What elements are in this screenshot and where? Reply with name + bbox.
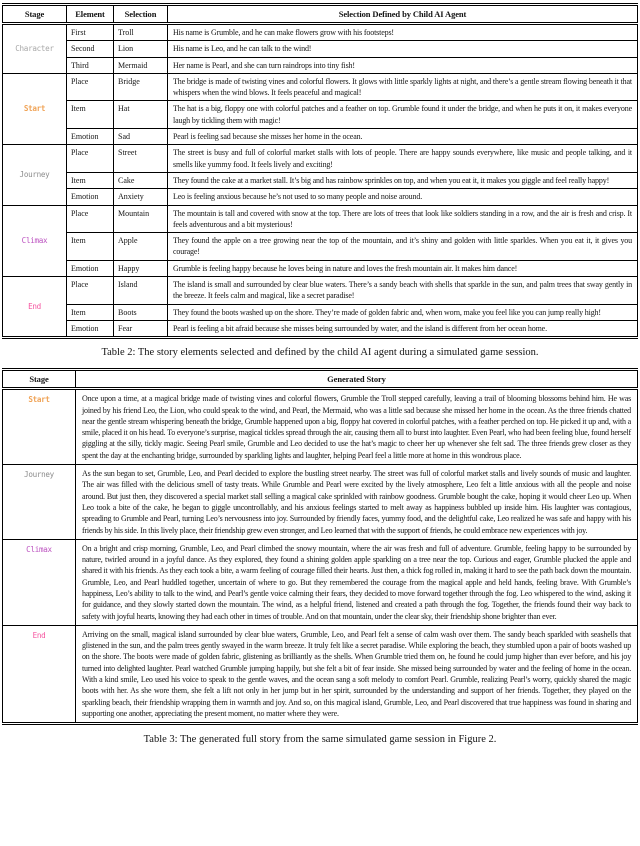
element-cell: Place (67, 145, 114, 173)
story-elements-table (2, 3, 638, 339)
selection-cell: Sad (114, 129, 168, 145)
description-cell: The hat is a big, floppy one with colorful patches and a feather on top. Grumble found it under the bridge, and when he puts it on, it makes everyone laugh by tickling them with magic! (168, 101, 638, 129)
table2-caption: Table 2: The story elements selected and defined by the child AI agent during a simulated game session. (101, 347, 539, 359)
stage-cell-start: Start (3, 73, 67, 144)
description-cell: The mountain is tall and covered with snow at the top. There are lots of trees that look like soldiers standing in a row, and the air is fresh and crisp. It feels adventurous and a bit mysterious! (168, 205, 638, 233)
stage-cell-end: End (3, 625, 76, 723)
selection-cell: Cake (114, 172, 168, 188)
selection-cell: Island (114, 277, 168, 305)
story-cell: Once upon a time, at a magical bridge made of twisting vines and colorful flowers, Grumble the Troll stepped carefully, leaving a trail of blooming blossoms behind him. He was joined by his friend Leo, the Lion, who could speak to the wind, and Pearl, the Mermaid, who was a little sad because she missed her home in the ocean. As the three friends chatted near the gentle stream whispering beneath the bridge, Grumble happened upon a big, floppy hat covered in colorful patches, with a feather perched on top. He picked it up and, with a smile, placed it on his head. To everyone’s surprise, magical tickles spread through the air, causing them all to burst into laughter. Even Pearl, who had been feeling blue, found herself giggling at the silly, tickly magic. Seeing Pearl smile, Grumble and Leo decided to use the hat’s magic to cheer her up whenever she felt sad. The three friends grew closer as they spent the day at the enchanting bridge, surrounded by sparkling lights and laughter, helping Pearl feel a little more at home in this wondrous place. (76, 389, 638, 465)
column-header-stage: Stage (3, 370, 76, 389)
table-row (3, 625, 638, 723)
element-cell: Place (67, 73, 114, 101)
selection-cell: Apple (114, 233, 168, 261)
element-cell: Item (67, 233, 114, 261)
selection-cell: Mermaid (114, 57, 168, 73)
column-header-generated-story: Generated Story (76, 370, 638, 389)
element-cell: Second (67, 41, 114, 57)
table-row (3, 172, 638, 188)
story-cell: Arriving on the small, magical island surrounded by clear blue waters, Grumble, Leo, and Pearl felt a sense of calm wash over them. The sandy beach sparkled with seashells that glistened in the sun, and the palm trees gently swayed in the warm breeze. It truly felt like a secret paradise. While exploring the beach, they stumbled upon a pair of boots washed up on the shore. The boots were made of golden fabric, glistening as brilliantly as the shells. When Grumble tried them on, he found he could jump higher than ever before, and his joy turned into delighted laughter. Pearl watched Grumble jumping happily, but she felt a bit of fear inside. She missed being surrounded by water and the feeling of home in the ocean. With a kind smile, Leo used his voice to speak to the gentle waves, and the ocean sang a soft melody to comfort Pearl. Grumble, realizing Pearl’s worry, quickly shared the magic boots with her. As she wore them, she felt a lift not only in her jump but in her spirit, surrounded by the understanding and support of her friends. Together, they played on the sparkling beach, their friendship wrapping them in warmth and joy. And so, on this magical island, Grumble, Leo, and Pearl discovered that true happiness was found in sharing and supporting one another, appreciating the present moment, no matter where they were. (76, 625, 638, 723)
story-cell: As the sun began to set, Grumble, Leo, and Pearl decided to explore the bustling street nearby. The street was full of colorful market stalls and lively sounds of music and laughter. The air was filled with the delicious smell of tasty treats. While Grumble and Pearl were excited by the lively atmosphere, Leo felt a little anxious with all the people and noise around. But just then, they discovered a special market stall selling a magical cake sprinkled with rainbow goodness. Grumble bought the cake, hoping it would cheer Leo up. When Leo took a bite of the cake, he began to giggle uncontrollably, and his anxious feelings started to melt away as happiness bubbled up inside him. His laughter was contagious, spreading to Grumble and Pearl, turning Leo’s nervousness into joy. Surrounded by friendly faces, yummy food, and the delightful cake, Leo realized he was safe and happy with his friends by his side. In this lively place, their friendship grew even stronger, and Leo learned that with the support of friends, he could embrace new experiences with joy. (76, 465, 638, 540)
element-cell: Item (67, 101, 114, 129)
table-row (3, 101, 638, 129)
element-cell: First (67, 24, 114, 41)
description-cell: They found the boots washed up on the shore. They’re made of golden fabric and, when worn, make you feel like you can jump really high! (168, 304, 638, 320)
description-cell: They found the cake at a market stall. It’s big and has rainbow sprinkles on top, and when you eat it, it makes you giggle and feel really happy! (168, 172, 638, 188)
table-row (3, 145, 638, 173)
column-header-element: Element (67, 5, 114, 24)
table-row (3, 465, 638, 540)
selection-cell: Hat (114, 101, 168, 129)
description-cell: Leo is feeling anxious because he’s not used to so many people and noise around. (168, 189, 638, 205)
story-cell: On a bright and crisp morning, Grumble, Leo, and Pearl climbed the snowy mountain, where the air was fresh and full of adventure. Grumble, feeling happy to be surrounded by nature, twirled around in a joyful dance. As they explored, they found a shining golden apple sparkling on a tree near the top. Curious and eager, Grumble plucked the apple and shared it with his friends. As they each took a bite, a warm feeling of courage filled their hearts. Just then, a thick fog rolled in, making it hard to see the path back down the mountain. Grumble, Leo, and Pearl huddled together, uncertain of where to go. But they remembered the courage from the magical apple and held hands, feeling brave. With Grumble’s happiness, Leo’s ability to talk to the wind, and Pearl’s gentle voice calming their fears, they decided to move forward together through the fog. Leo whispered to the wind, asking it for guidance, and they slowly started down the mountain. The wind, as a helpful friend, listened and created a path through the fog. Together, the friends found their way back to safety with joyful hearts, knowing they had each other in times of trouble. And on that mountain, under the clear sky, their friendship shone brighter than ever. (76, 539, 638, 625)
stage-cell-climax: Climax (3, 205, 67, 276)
element-cell: Emotion (67, 129, 114, 145)
column-header-selection: Selection (114, 5, 168, 24)
table-row (3, 41, 638, 57)
generated-story-table (2, 368, 638, 725)
description-cell: The street is busy and full of colorful market stalls with lots of people. There are happy sounds everywhere, like music and people talking, and it smells like yummy food. It feels lively and exciting! (168, 145, 638, 173)
element-cell: Emotion (67, 189, 114, 205)
element-cell: Place (67, 205, 114, 233)
description-cell: Pearl is feeling a bit afraid because she misses being surrounded by water, and the island is different from her ocean home. (168, 320, 638, 337)
description-cell: His name is Leo, and he can talk to the wind! (168, 41, 638, 57)
table-row (3, 277, 638, 305)
stage-cell-end: End (3, 277, 67, 338)
column-header-stage: Stage (3, 5, 67, 24)
table-row (3, 205, 638, 233)
description-cell: Pearl is feeling sad because she misses her home in the ocean. (168, 129, 638, 145)
element-cell: Place (67, 277, 114, 305)
description-cell: Her name is Pearl, and she can turn raindrops into tiny fish! (168, 57, 638, 73)
stage-cell-start: Start (3, 389, 76, 465)
selection-cell: Street (114, 145, 168, 173)
element-cell: Emotion (67, 260, 114, 276)
table-row (3, 57, 638, 73)
stage-cell-climax: Climax (3, 539, 76, 625)
element-cell: Emotion (67, 320, 114, 337)
selection-cell: Boots (114, 304, 168, 320)
stage-cell-journey: Journey (3, 145, 67, 205)
description-cell: His name is Grumble, and he can make flowers grow with his footsteps! (168, 24, 638, 41)
element-cell: Item (67, 172, 114, 188)
selection-cell: Mountain (114, 205, 168, 233)
selection-cell: Happy (114, 260, 168, 276)
table-row (3, 24, 638, 41)
table-row (3, 189, 638, 205)
table3-header-row (3, 370, 638, 389)
element-cell: Item (67, 304, 114, 320)
table-row (3, 260, 638, 276)
stage-cell-character: Character (3, 24, 67, 74)
table2-header-row (3, 5, 638, 24)
stage-cell-journey: Journey (3, 465, 76, 540)
selection-cell: Troll (114, 24, 168, 41)
selection-cell: Fear (114, 320, 168, 337)
table-row (3, 304, 638, 320)
description-cell: Grumble is feeling happy because he loves being in nature and loves the fresh mountain air. It makes him dance! (168, 260, 638, 276)
element-cell: Third (67, 57, 114, 73)
selection-cell: Anxiety (114, 189, 168, 205)
description-cell: The bridge is made of twisting vines and colorful flowers. It glows with little sparkly lights at night, and there’s a gentle stream flowing beneath it that whispers when the wind blows. It feels peaceful and magical! (168, 73, 638, 101)
description-cell: They found the apple on a tree growing near the top of the mountain, and it’s shiny and golden with little sparkles. When you eat it, it gives you courage! (168, 233, 638, 261)
selection-cell: Bridge (114, 73, 168, 101)
table-row (3, 320, 638, 337)
table-row (3, 233, 638, 261)
table-row (3, 73, 638, 101)
selection-cell: Lion (114, 41, 168, 57)
table-row (3, 389, 638, 465)
table-row (3, 539, 638, 625)
table3-caption: Table 3: The generated full story from the same simulated game session in Figure 2. (143, 734, 497, 746)
column-header-definition: Selection Defined by Child AI Agent (168, 5, 638, 24)
table-row (3, 129, 638, 145)
description-cell: The island is small and surrounded by clear blue waters. There’s a sandy beach with shells that sparkle in the sun, and palm trees that sway gently in the breeze. It feels calm and magical, like a secret paradise! (168, 277, 638, 305)
